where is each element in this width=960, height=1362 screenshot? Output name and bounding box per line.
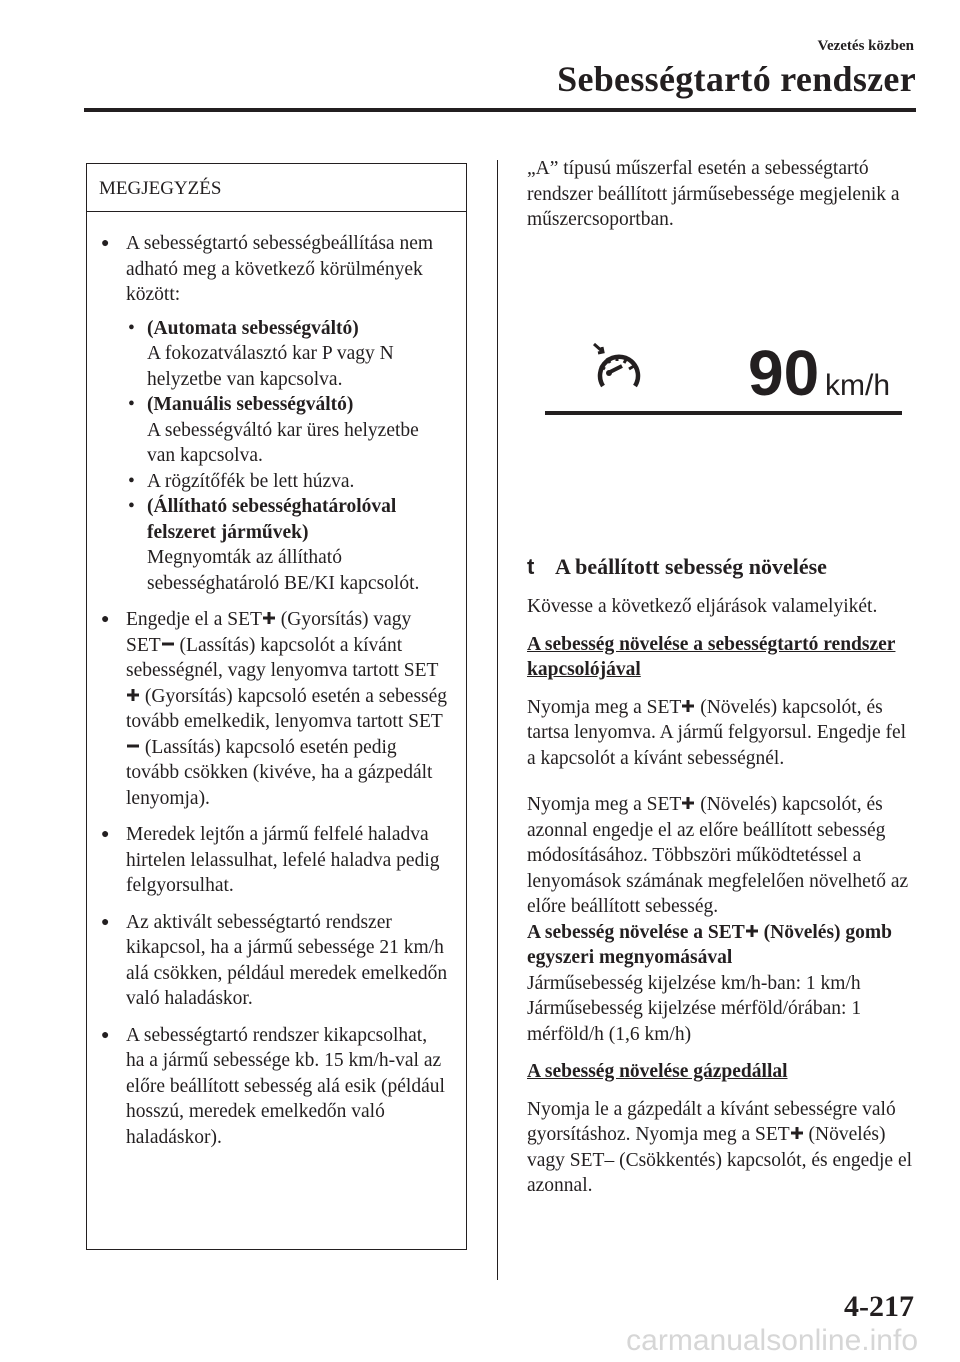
single-press-heading: A sebesség növelése a SET (Növelés) gomb egyszeri megnyomásával (527, 921, 892, 968)
cruise-control-icon (589, 342, 649, 400)
minus-icon (161, 635, 175, 656)
sub-item-text: A sebességváltó kar üres helyzetbe van kapcsolva. (147, 419, 419, 466)
bullet-icon: ● (101, 1027, 110, 1043)
note-item-text: A sebességtartó rendszer kikapcsolhat, ha a jármű sebessége kb. 15 km/h-val az előre beállított sebesség alá esik (például hosszú, meredek emelkedőn való haladáskor). (126, 1024, 445, 1148)
method2-paragraph: Nyomja le a gázpedált a kívánt sebességre való gyorsításhoz. Nyomja meg a SET (Növelés) vagy SET– (Csökkentés) kapcsolót, és engedje el azonnal. (527, 1098, 913, 1196)
note-item (99, 1023, 448, 1151)
speed-unit: km/h (825, 369, 891, 402)
sub-item-text: Megnyomták az állítható sebességhatároló BE/KI kapcsolót. (147, 547, 420, 594)
follow-paragraph: Kövesse a következő eljárások valamelyikét. (527, 596, 878, 617)
note-item-text: Meredek lejtőn a jármű felfelé haladva hirtelen lelassulhat, lefelé haladva pedig felgyorsulhat. (126, 824, 440, 896)
mph-increment: Járműsebesség kijelzése mérföld/órában: 1 mérföld/h (1,6 km/h) (527, 998, 862, 1045)
watermark: carmanualsonline.info (626, 1324, 918, 1357)
sub-item-text: A rögzítőfék be lett húzva. (147, 470, 355, 492)
method1-paragraph1: Nyomja meg a SET (Növelés) kapcsolót, és tartsa lenyomva. A jármű felgyorsul. Engedje fel a kapcsolót a kívánt sebességnél. (527, 696, 907, 769)
header-rule (84, 108, 916, 112)
note-item (99, 822, 448, 899)
plus-icon (681, 794, 695, 815)
bullet-icon: ● (101, 236, 110, 251)
method1-paragraph2: Nyomja meg a SET (Növelés) kapcsolót, és azonnal engedje el az előre beállított sebesség módosításához. Többszöri működtetéssel a lenyomások számának megfelelően növelhető az előre beállított sebesség. (527, 794, 909, 917)
sub-item-title: (Automata sebességváltó) (147, 317, 359, 339)
right-column-intro (527, 156, 919, 233)
note-item-text: Az aktivált sebességtartó rendszer kikapcsol, ha a jármű sebessége 21 km/h alá csökken, például meredek emelkedőn való haladáskor. (126, 911, 448, 1009)
minus-icon (126, 737, 140, 758)
bullet-icon: • (128, 470, 135, 492)
sub-item (126, 392, 448, 469)
bullet-icon: • (128, 496, 135, 517)
set-speed-value: 90 (748, 337, 820, 409)
note-box (86, 163, 467, 1250)
plus-icon (126, 686, 140, 707)
sub-item-title: (Állítható sebességhatárolóval felszeret járművek) (147, 496, 397, 543)
bullet-icon: • (128, 394, 135, 415)
note-item: ● Engedje el a SET (Gyorsítás) vagy SET (Lassítás) kapcsolót a kívánt sebességnél, vagy lenyomva tartott SET (Gyorsítás) kapcsoló esetén a sebesség tovább emelkedik, lenyomva tartott SET (Lassítás) kapcsoló esetén pedig tovább csökken (kivéve, ha a gázpedált lenyomja). (101, 609, 448, 809)
bullet-icon: ● (101, 914, 110, 930)
column-divider (497, 160, 498, 1280)
note-item (99, 231, 448, 596)
page-number: 4-217 (844, 1290, 914, 1323)
method1-title: A sebesség növelése a sebességtartó rendszer kapcsolójával (527, 633, 896, 680)
note-heading: MEGJEGYZÉS (87, 164, 466, 212)
right-column-body (527, 594, 919, 1199)
note-item-text: A sebességtartó sebességbeállítása nem adható meg a következő körülmények között: (126, 233, 434, 305)
plus-icon (262, 609, 276, 630)
sub-item (126, 469, 448, 495)
sub-item (126, 316, 448, 393)
subsection-title: A beállított sebesség növelése (555, 554, 827, 579)
page-title: Sebességtartó rendszer (557, 59, 916, 99)
plus-icon (790, 1124, 804, 1145)
display-underline (545, 411, 902, 415)
sub-item-title: (Manuális sebességváltó) (147, 394, 354, 415)
note-body (87, 212, 466, 1150)
sub-item-text: A fokozatválasztó kar P vagy N helyzetbe van kapcsolva. (147, 343, 394, 390)
plus-icon (745, 922, 759, 943)
bullet-icon: ● (101, 827, 110, 842)
subsection-marker: t (527, 554, 535, 579)
section-label: Vezetés közben (817, 38, 914, 54)
intro-paragraph: „A” típusú műszerfal esetén a sebességtartó rendszer beállított járműsebessége megjelenik a műszercsoportban. (527, 158, 900, 230)
bullet-icon: • (128, 317, 135, 339)
cluster-display (545, 338, 902, 418)
sub-list (126, 316, 448, 597)
subsection-heading (527, 554, 827, 580)
note-item (99, 910, 448, 1012)
sub-item (126, 494, 448, 596)
bullet-icon: ● (101, 612, 110, 627)
method2-title: A sebesség növelése gázpedállal (527, 1061, 788, 1082)
plus-icon (681, 697, 695, 718)
kmh-increment: Járműsebesség kijelzése km/h-ban: 1 km/h (527, 972, 861, 994)
